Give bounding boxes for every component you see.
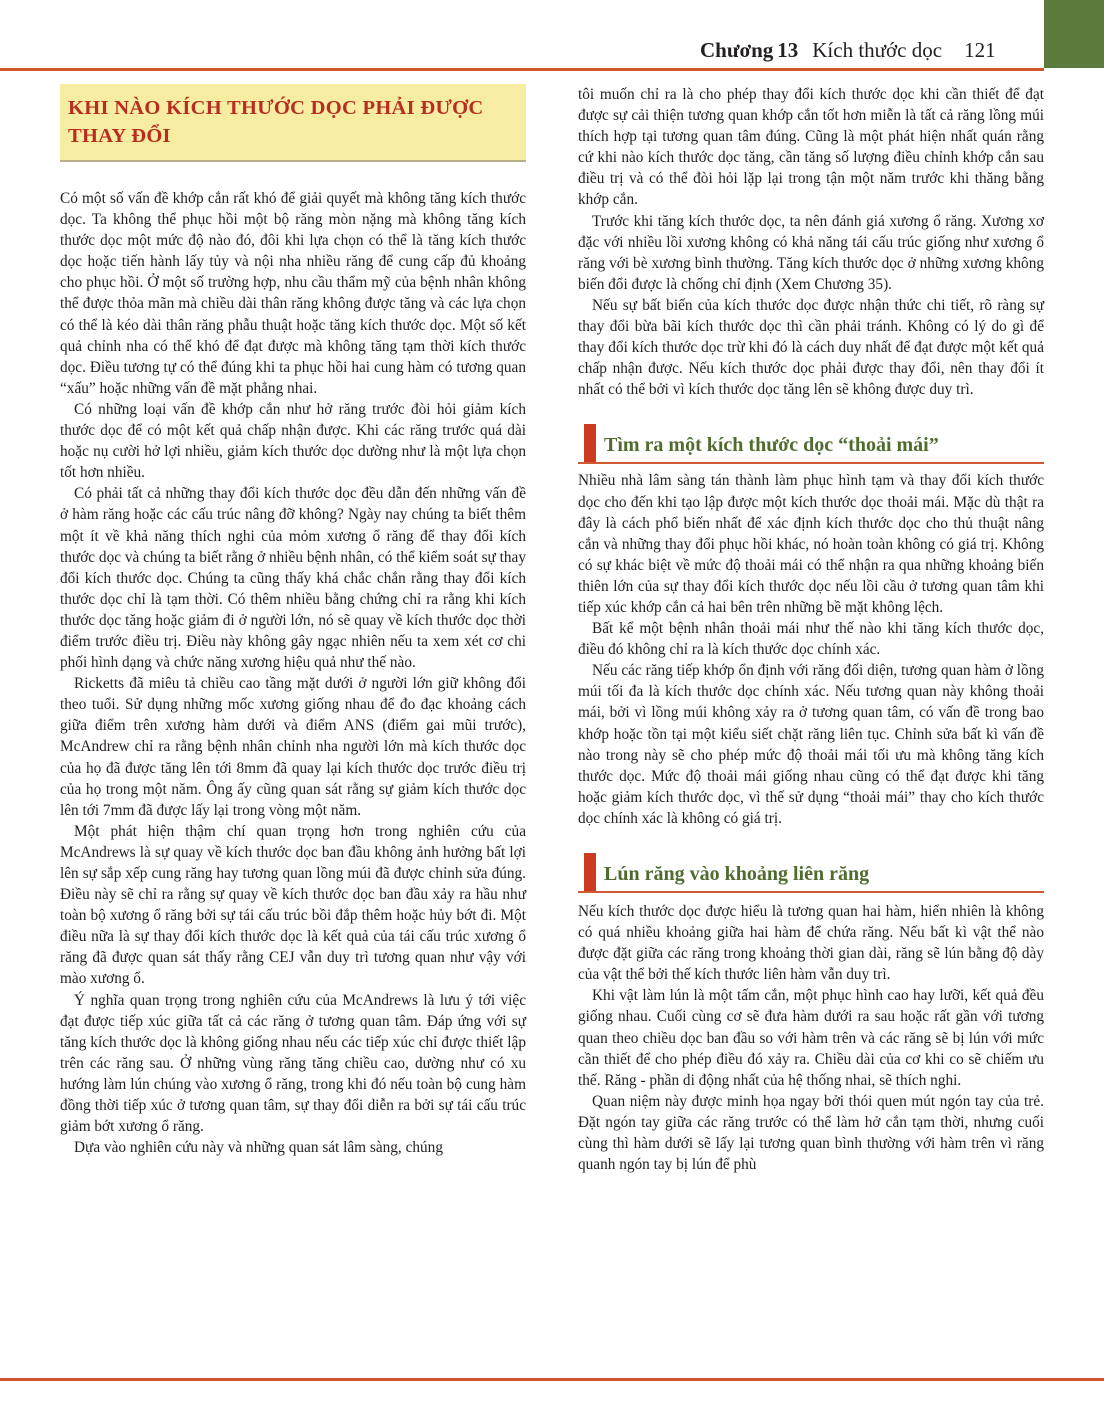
paragraph: Dựa vào nghiên cứu này và những quan sát lâm sàng, chúng [74, 1139, 443, 1157]
paragraph: Có phải tất cả những thay đổi kích thước dọc đều dẫn đến những vấn đề ở hàm răng hoặc các cấu trúc nâng đỡ không? Ngày nay chúng ta biết thêm một ít về khả năng thích nghi của mỏm xương ổ răng để thay đổi kích thước dọc và chúng ta biết rằng ở nhiều bệnh nhân, có thể kiểm soát sự thay đổi kích thước dọc. Chúng ta cũng thấy khá chắc chắn rằng thay đổi kích thước dọc chỉ là tạm thời. Có thêm nhiều bằng chứng chỉ ra rằng khi kích thước dọc tăng hoặc giảm đi ở người lớn, nó sẽ quay về kích thước dọc thời điểm trước điều trị. Điều này không gây ngạc nhiên nếu ta xem xét cơ chi phối hình dạng và chức năng xương hiệu quả như thế nào. [60, 485, 526, 672]
paragraph: tôi muốn chỉ ra là cho phép thay đổi kích thước dọc khi cần thiết để đạt được sự cải thiện tương quan khớp cắn tốt hơn miễn là tất cả răng lồng múi thích hợp tại tương quan tâm đúng. Cũng là một phát hiện nhất quán rằng cứ khi nào kích thước dọc tăng, cần tăng số lượng điều chỉnh khớp cắn sau điều trị và có thể đòi hỏi lặp lại trong tận một năm trước khi thăng bằng khớp cắn. [578, 86, 1044, 209]
paragraph: Có những loại vấn đề khớp cắn như hở răng trước đòi hỏi giảm kích thước dọc để có một kết quả chấp nhận được. Khi các răng trước quá dài hoặc nụ cười hở lợi nhiều, giảm kích thước dọc dường như là một lựa chọn tốt hơn nhiều. [60, 400, 526, 482]
section-heading-text: Tìm ra một kích thước dọc “thoải mái” [604, 434, 939, 457]
paragraph: Khi vật làm lún là một tấm cắn, một phục hình cao hay lưỡi, kết quả đều giống nhau. Cuối cùng cơ sẽ đưa hàm dưới ra sau hoặc rất gần với tương quan theo chiều dọc ban đầu so với hàm trên và các răng sẽ bị lún với mức cần thiết để cho phép điều đó xảy ra. Chiều dài của cơ khi co sẽ chiếm ưu thế. Răng - phần di động nhất của hệ thống nhai, sẽ thích nghi. [578, 987, 1044, 1089]
left-column [60, 84, 526, 1158]
paragraph: Quan niệm này được minh họa ngay bởi thói quen mút ngón tay của trẻ. Đặt ngón tay giữa các răng trước có thể làm hở cắn tạm thời, nhưng cuối cùng thì hàm dưới sẽ lấy lại tương quan bình thường với hàm trên vì răng quanh ngón tay bị lún để phù [578, 1092, 1044, 1174]
paragraph: Ý nghĩa quan trọng trong nghiên cứu của McAndrews là lưu ý tới việc đạt được tiếp xúc giữa tất cả các răng ở tương quan tâm. Đáp ứng với sự tăng kích thước dọc là không giống nhau nếu các tiếp xúc chỉ được thiết lập trên các răng sau. Ở những vùng răng tăng chiều cao, dường như có xu hướng làm lún chúng vào xương ổ răng, trong khi đó nếu toàn bộ cung hàm đồng thời tiếp xúc ở tương quan tâm, sự thay đổi diễn ra bởi sự tái cấu trúc giảm bớt xương ổ răng. [60, 991, 526, 1136]
page-number: 121 [964, 38, 996, 62]
main-title-box [60, 84, 526, 162]
heading-marker [584, 424, 596, 462]
paragraph: Trước khi tăng kích thước dọc, ta nên đánh giá xương ổ răng. Xương xơ đặc với nhiều lồi xương không có khả năng tái cấu trúc giống như xương ổ răng với bè xương bình thường. Tăng kích thước dọc ở những xương không biến đổi được là chống chỉ định (Xem Chương 35). [578, 212, 1044, 293]
section-heading-comfortable-vd [578, 424, 1044, 464]
paragraph: Có một số vấn đề khớp cắn rất khó để giải quyết mà không tăng kích thước dọc. Ta không thể phục hồi một bộ răng mòn nặng mà không tăng kích thước dọc một mức độ nào đó, đôi khi lựa chọn có thể là tăng kích thước dọc hoặc tiến hành lấy tủy và nội nha nhiều răng để cung cấp đủ khoảng cho phục hồi. Ở một số trường hợp, nhu cầu thẩm mỹ của bệnh nhân không thể được thỏa mãn mà chiều dài thân răng không được tăng và các lựa chọn có thể là kéo dài thân răng phẫu thuật hoặc tăng kích thước dọc. Một số kết quả chỉnh nha có thể khó để đạt được mà không tăng tạm thời kích thước dọc. Điều tương tự có thể đúng khi ta phục hồi hai cung hàm có tương quan “xấu” hoặc những vấn đề mặt phẳng nhai. [60, 190, 526, 397]
main-title-line-1: KHI NÀO KÍCH THƯỚC DỌC PHẢI ĐƯỢC [68, 97, 484, 119]
footer-divider [0, 1378, 1104, 1381]
main-title-line-2: THAY ĐỔI [68, 125, 171, 147]
heading-marker [584, 853, 596, 891]
paragraph: Bất kể một bệnh nhân thoải mái như thế nào khi tăng kích thước dọc, điều đó không chỉ ra là kích thước dọc chính xác. [578, 620, 1044, 659]
chapter-title: Kích thước dọc [812, 38, 943, 62]
paragraph: Ricketts đã miêu tả chiều cao tầng mặt dưới ở người lớn giữ không đổi theo tuổi. Sử dụng những mốc xương giống nhau để đo đạc khoảng cách giữa điểm trên xương hàm dưới và điểm ANS (điểm gai mũi trước), McAndrew chỉ ra rằng bệnh nhân chỉnh nha người lớn mà kích thước dọc của họ đã được tăng lên tới 8mm đã quay lại kích thước dọc trước điều trị của họ trong một năm. Ông ấy cũng quan sát rằng sự giảm kích thước dọc lên tới 7mm đã được lấy lại trong vòng một năm. [60, 675, 526, 819]
running-header [700, 36, 1040, 64]
chapter-color-tab [1044, 0, 1104, 68]
header-divider [0, 68, 1044, 71]
paragraph: Nếu các răng tiếp khớp ổn định với răng đối diện, tương quan hàm ở lồng múi tối đa là kích thước dọc chính xác. Nếu tương quan này không thoải mái, bởi vì lồng múi không xảy ra ở tương quan tâm, có vấn đề trong bao khớp hoặc tồn tại một kiểu siết chặt răng liên tục. Chỉnh sửa bất kì vấn đề nào trong này sẽ cho phép mức độ thoải mái tối ưu mà không tăng kích thước dọc. Mức độ thoải mái giống nhau cũng có thể đạt được khi tăng hoặc giảm kích thước dọc, vì thế sử dụng “thoải mái” thay cho kích thước dọc chính xác là không có giá trị. [578, 662, 1044, 827]
paragraph: Một phát hiện thậm chí quan trọng hơn trong nghiên cứu của McAndrews là sự quay về kích thước dọc ban đầu không ảnh hưởng bất lợi lên sự sắp xếp cung răng hay tương quan lồng múi đã được chỉnh sửa đúng. Điều này sẽ chỉ ra rằng sự quay về kích thước dọc ban đầu xảy ra hầu như toàn bộ xương ổ răng bởi sự tái cấu trúc bồi đắp thêm hoặc hủy bớt đi. Một điều nữa là sự thay đổi kích thước dọc là kết quả của tái cấu trúc xương ổ răng đã được quan sát thấy rằng CEJ vẫn duy trì tương quan như vậy với mào xương ổ. [60, 822, 526, 988]
paragraph: Nhiều nhà lâm sàng tán thành làm phục hình tạm và thay đổi kích thước dọc cho đến khi tạo lập được một kích thước dọc thoải mái. Mặc dù thật ra đây là cách phổ biến nhất để xác định kích thước dọc cho thủ thuật nâng cắn và những thay đổi phục hồi khác, nó hoàn toàn không có giá trị. Không có sự khác biệt về mức độ thoải mái có thể nhận ra qua những khoảng biến thiên lớn của sự thay đổi kích thước dọc nếu lồi cầu ở tương quan tâm khi tiếp xúc khớp cắn cả hai bên trên những bề mặt không lệch. [578, 472, 1044, 616]
right-column [578, 84, 1044, 1175]
section-heading-text: Lún răng vào khoảng liên răng [604, 863, 870, 885]
paragraph: Nếu sự bất biến của kích thước dọc được nhận thức chi tiết, rõ ràng sự thay đổi bừa bãi kích thước dọc thì cần phải tránh. Không có lý do gì để thay đổi kích thước dọc trừ khi đó là cách duy nhất để đạt được một kết quả chấp nhận được. Nếu kích thước dọc phải được thay đổi, nên thay đổi ít nhất có thể bởi vì kích thước dọc tăng lên sẽ không được duy trì. [578, 296, 1044, 399]
section-heading-intrusion [578, 853, 1044, 893]
chapter-label: Chương [700, 38, 774, 62]
chapter-number: 13 [777, 38, 799, 62]
paragraph: Nếu kích thước dọc được hiểu là tương quan hai hàm, hiển nhiên là không có quá nhiều khoảng giữa hai hàm để chứa răng. Nếu bất kì vật thể nào được đặt giữa các răng trong khoảng thời gian dài, răng sẽ lún bằng độ dày của vật thể bởi thế kích thước liên hàm vẫn duy trì. [578, 903, 1044, 984]
